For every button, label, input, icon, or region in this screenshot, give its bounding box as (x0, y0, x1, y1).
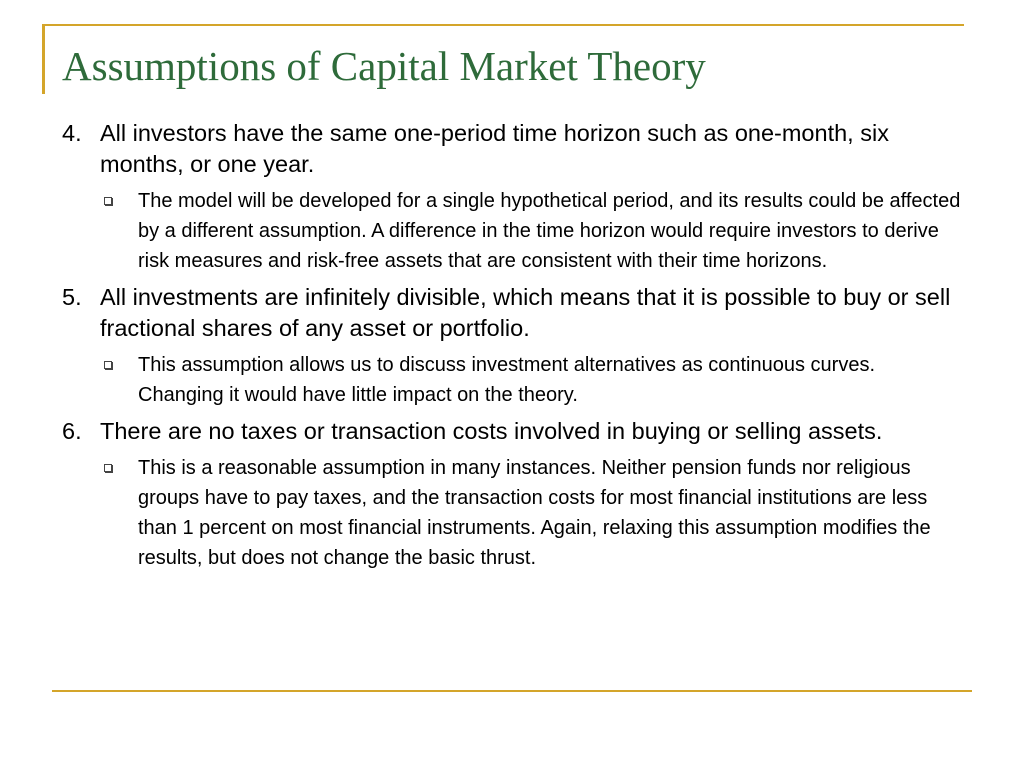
square-bullet-icon (104, 361, 112, 369)
point-text: All investors have the same one-period time horizon such as one-month, six months, or one year. (100, 120, 889, 177)
sub-point-text: This assumption allows us to discuss investment alternatives as continuous curves. Changing it would have little impact on the theory. (138, 354, 876, 406)
point-text: All investments are infinitely divisible, which means that it is possible to buy or sell fractional shares of any asset or portfolio. (100, 284, 951, 341)
top-rule (42, 24, 964, 26)
slide-title: Assumptions of Capital Market Theory (62, 43, 706, 89)
sub-point (62, 350, 966, 410)
point-5 (62, 282, 966, 344)
square-bullet-icon (104, 464, 112, 472)
bottom-rule (52, 690, 972, 692)
left-accent-rule (42, 24, 45, 94)
sub-point (62, 186, 966, 276)
point-number: 4. (62, 120, 82, 146)
point-number: 5. (62, 284, 82, 310)
point-6 (62, 416, 966, 447)
point-4 (62, 118, 966, 180)
sub-point (62, 453, 966, 573)
square-bullet-icon (104, 197, 112, 205)
sub-point-text: This is a reasonable assumption in many instances. Neither pension funds nor religious groups have to pay taxes, and the transaction costs for most financial institutions are less than 1 percent on most financial instruments. Again, relaxing this assumption modifies the results, but does not change the basic thrust. (138, 457, 931, 569)
point-number: 6. (62, 418, 82, 444)
slide-content (62, 118, 966, 573)
sub-point-text: The model will be developed for a single hypothetical period, and its results could be affected by a different assumption. A difference in the time horizon would require investors to derive risk measures and risk-free assets that are consistent with their time horizons. (138, 190, 961, 272)
point-text: There are no taxes or transaction costs involved in buying or selling assets. (100, 418, 883, 444)
